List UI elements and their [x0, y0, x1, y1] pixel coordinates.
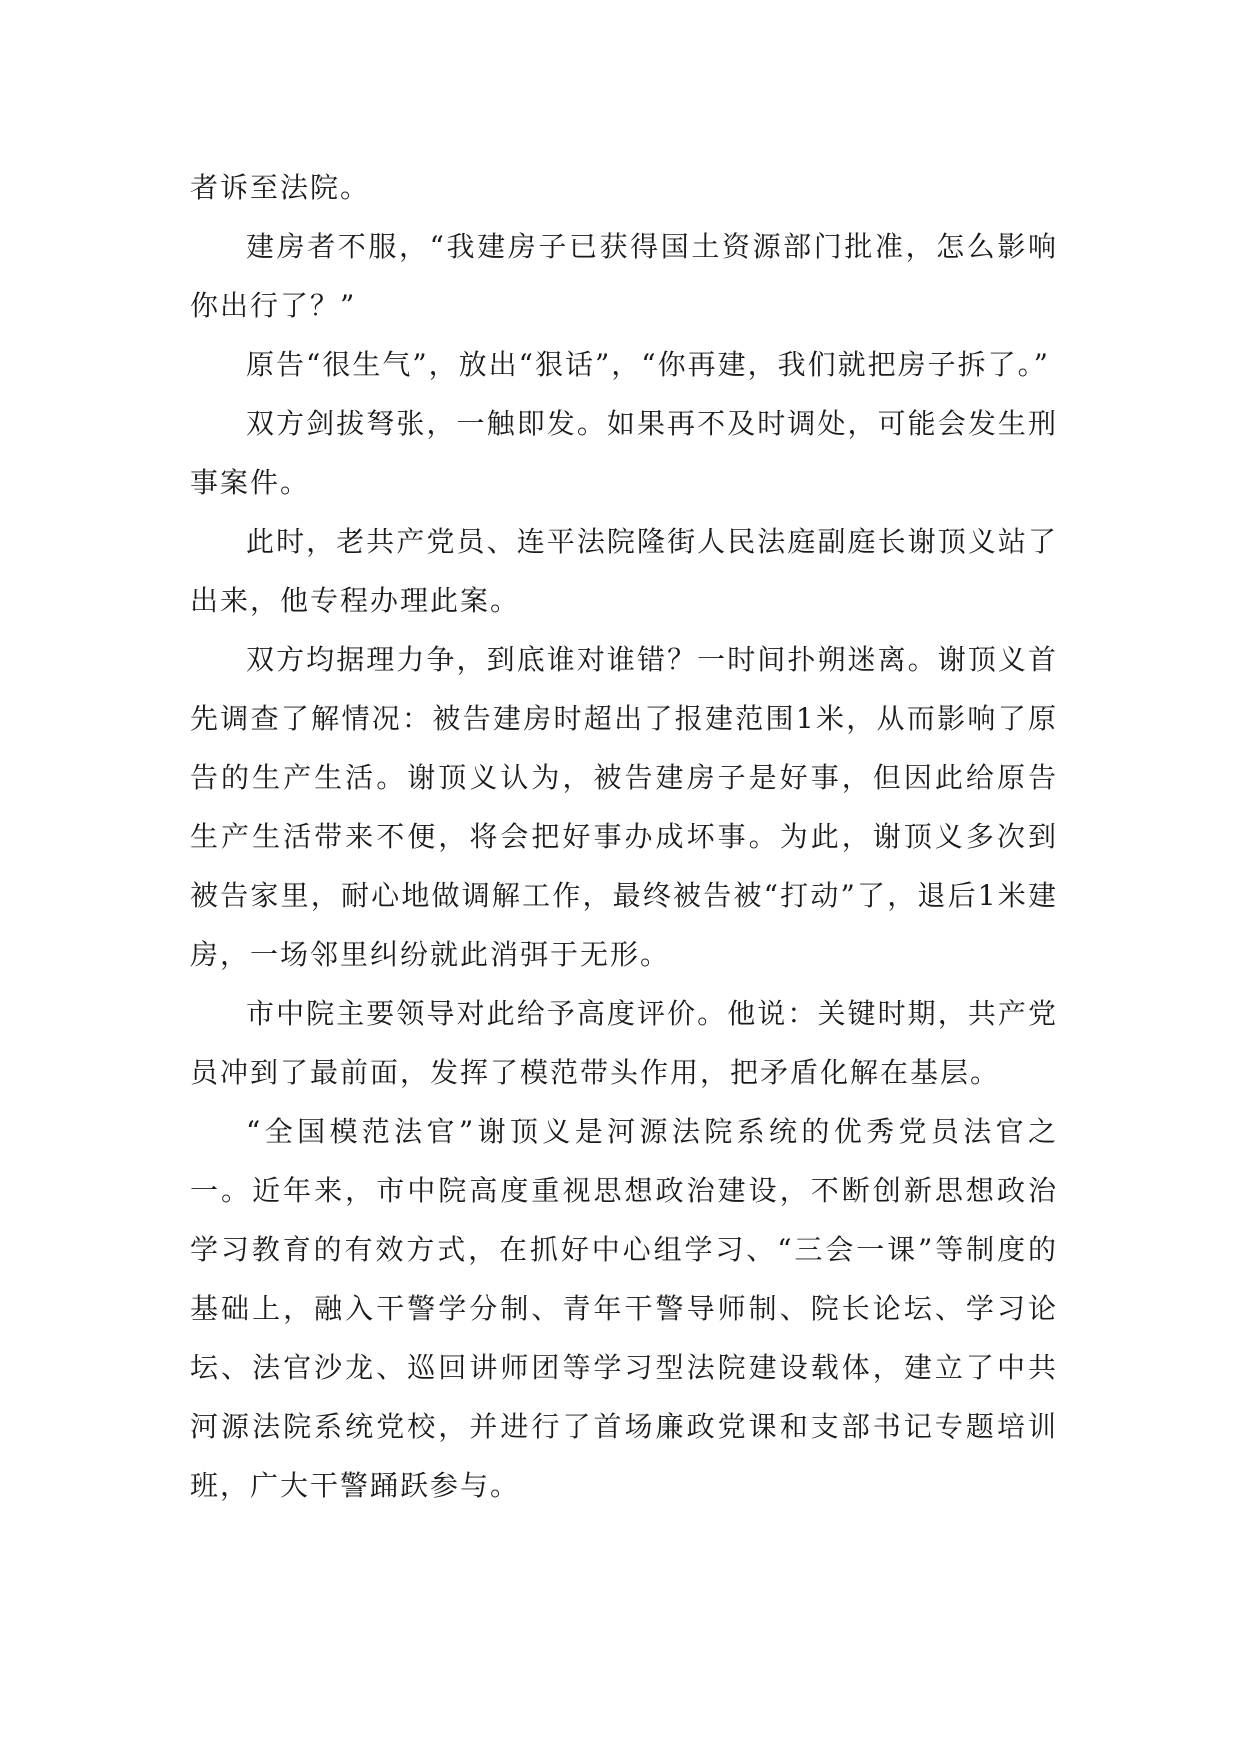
paragraph-7: 市中院主要领导对此给予高度评价。他说：关键时期，共产党员冲到了最前面，发挥了模范带头作用，把矛盾化解在基层。	[190, 997, 1058, 1089]
paragraph-2: 建房者不服，“我建房子已获得国土资源部门批准，怎么影响你出行了？”	[190, 230, 1058, 322]
paragraph-1: 者诉至法院。	[190, 171, 371, 204]
paragraph-3: 原告“很生气”，放出“狠话”，“你再建，我们就把房子拆了。”	[246, 348, 1050, 381]
paragraph-8: “全国模范法官”谢顶义是河源法院系统的优秀党员法官之一。近年来，市中院高度重视思想政治建设，不断创新思想政治学习教育的有效方式，在抓好中心组学习、“三会一课”等制度的基础上，融入干警学分制、青年干警导师制、院长论坛、学习论坛、法官沙龙、巡回讲师团等学习型法院建设载体，建立了中共河源法院系统党校，并进行了首场廉政党课和支部书记专题培训班，广大干警踊跃参与。	[190, 1115, 1058, 1502]
document-body	[190, 158, 1058, 1515]
paragraph-4: 双方剑拔弩张，一触即发。如果再不及时调处，可能会发生刑事案件。	[190, 407, 1058, 499]
paragraph-6: 双方均据理力争，到底谁对谁错？一时间扑朔迷离。谢顶义首先调查了解情况：被告建房时超出了报建范围1米，从而影响了原告的生产生活。谢顶义认为，被告建房子是好事，但因此给原告生产生活带来不便，将会把好事办成坏事。为此，谢顶义多次到被告家里，耐心地做调解工作，最终被告被“打动”了，退后1米建房，一场邻里纠纷就此消弭于无形。	[190, 643, 1058, 971]
paragraph-5: 此时，老共产党员、连平法院隆街人民法庭副庭长谢顶义站了出来，他专程办理此案。	[190, 525, 1058, 617]
